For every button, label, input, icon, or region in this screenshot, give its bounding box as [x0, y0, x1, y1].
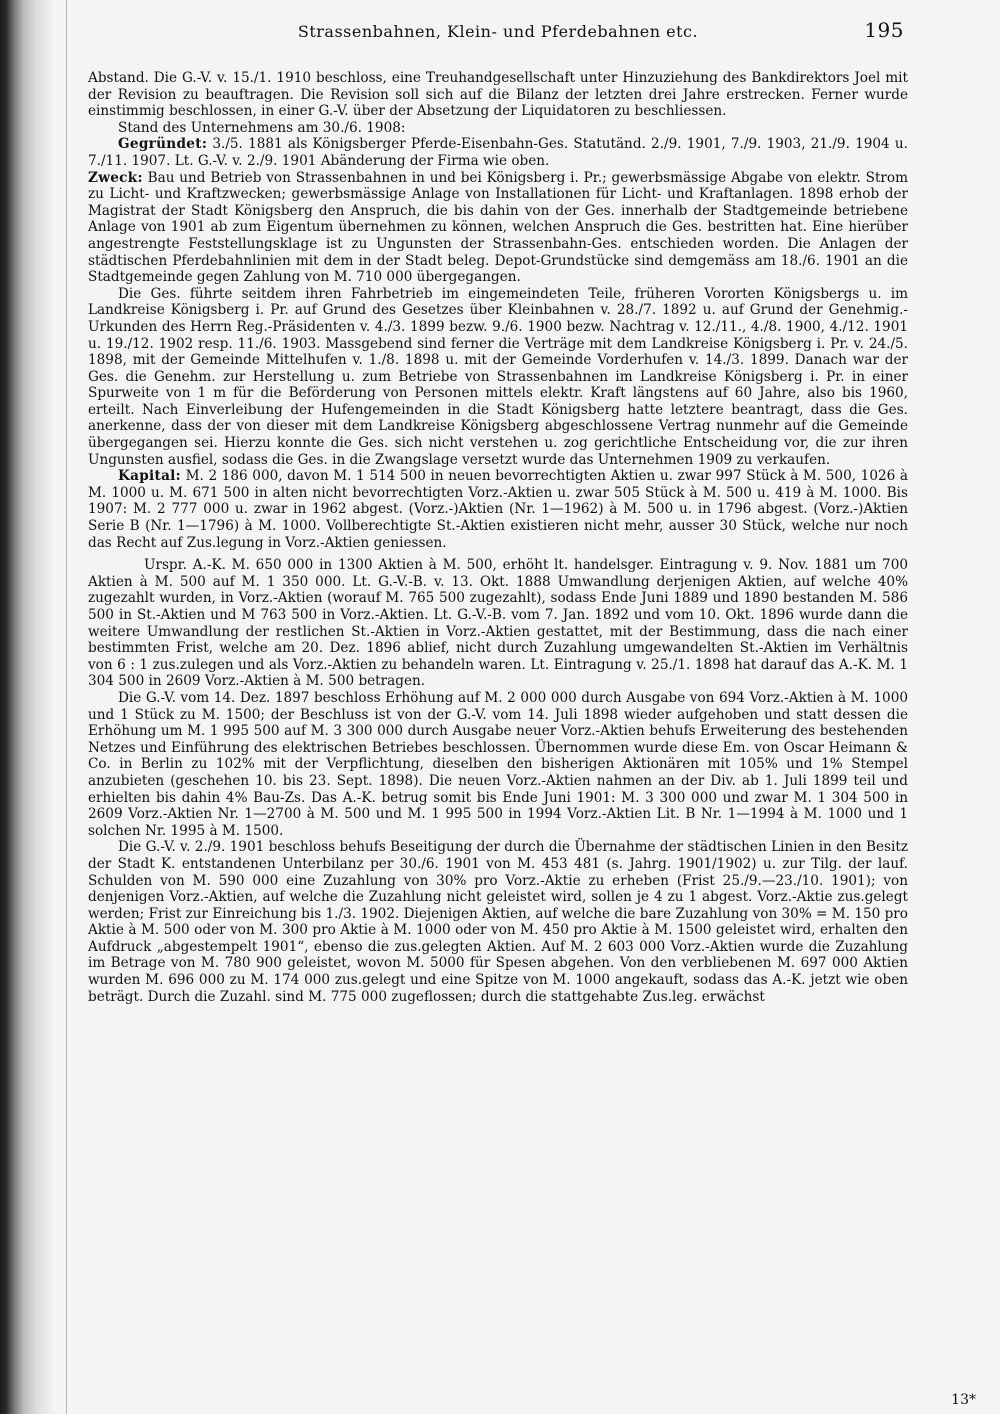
- page-number: 195: [864, 18, 904, 42]
- running-head: [88, 18, 908, 48]
- label-gegruendet: Gegründet:: [118, 136, 208, 153]
- running-title: Strassenbahnen, Klein- und Pferdebahnen etc.: [297, 22, 699, 41]
- paragraph-kapital: [88, 468, 908, 551]
- paragraph-abstand: Abstand. Die G.-V. v. 15./1. 1910 beschloss, eine Treuhandgesellschaft unter Hinzuziehung des Bankdirektors Joel mit der Revision zu beauftragen. Die Revision soll sich auf die Bilanz der letzten drei Jahre erstrecken. Ferner wurde einstimmig beschlossen, in einer G.-V. über der Absetzung der Liquidatoren zu beschliessen.: [88, 70, 908, 120]
- paragraph-gv-1901: Die G.-V. v. 2./9. 1901 beschloss behufs Beseitigung der durch die Übernahme der städtischen Linien in den Besitz der Stadt K. entstandenen Unterbilanz per 30./6. 1901 von M. 453 481 (s. Jahrg. 1901/1902) u. zur Tilg. der lauf. Schulden von M. 590 000 eine Zuzahlung von 30% pro Vorz.-Aktie zu erheben (Frist 25./9.—23./10. 1901); von denjenigen Vorz.-Aktien, auf welche die Zuzahlung nicht geleistet wird, sollen je 4 zu 1 abgest. Vorz.-Aktie zus.gelegt werden; Frist zur Einreichung bis 1./3. 1902. Diejenigen Aktien, auf welche die bare Zuzahlung von 30% = M. 150 pro Aktie à M. 500 oder von M. 300 pro Aktie à M. 1000 oder von M. 450 pro Aktie à M. 1500 geleistet wird, erhalten den Aufdruck „abgestempelt 1901“, ebenso die zus.gelegten Aktien. Auf M. 2 603 000 Vorz.-Aktien wurde die Zuzahlung im Betrage von M. 780 900 geleistet, wovon M. 5000 für Spesen abgehen. Von den verbliebenen M. 697 000 Aktien wurden M. 696 000 zu M. 174 000 zus.gelegt und eine Spitze von M. 1000 angekauft, sodass das A.-K. jetzt wie oben beträgt. Durch die Zuzahl. sind M. 775 000 zugeflossen; durch die stattgehabte Zus.leg. erwächst: [88, 839, 908, 1005]
- paragraph-gegruendet: [88, 136, 908, 169]
- paragraph-gv-1897: Die G.-V. vom 14. Dez. 1897 beschloss Erhöhung auf M. 2 000 000 durch Ausgabe von 694 Vorz.-Aktien à M. 1000 und 1 Stück zu M. 1500; der Beschluss ist von der G.-V. vom 14. Juli 1898 wieder aufgehoben und statt dessen die Erhöhung um M. 1 995 500 auf M. 3 300 000 durch Ausgabe neuer Vorz.-Aktien behufs Erweiterung des bestehenden Netzes und Einführung des elektrischen Betriebes beschlossen. Übernommen wurde diese Em. von Oscar Heimann & Co. in Berlin zu 102% mit der Verpflichtung, dieselben den bisherigen Aktionären mit 105% und 1% Stempel anzubieten (geschehen 10. bis 23. Sept. 1898). Die neuen Vorz.-Aktien nahmen an der Div. ab 1. Juli 1899 teil und erhielten bis dahin 4% Bau-Zs. Das A.-K. betrug somit bis Ende Juni 1901: M. 3 300 000 und zwar M. 1 304 500 in 2609 Vorz.-Aktien Nr. 1—2700 à M. 500 und M. 1 995 500 in 1994 Vorz.-Aktien Lit. B Nr. 1—1994 à M. 1000 und 1 solchen Nr. 1995 à M. 1500.: [88, 689, 908, 839]
- text-kapital: M. 2 186 000, davon M. 1 514 500 in neuen bevorrechtigten Aktien u. zwar 997 Stück à M. 500, 1026 à M. 1000 u. M. 671 500 in alten nicht bevorrechtigten Vorz.-Aktien u. zwar 505 Stück à M. 500 u. 419 à M. 1000. Bis 1907: M. 2 777 000 u. zwar in 1962 abgest. (Vorz.-)Aktien (Nr. 1—1962) à M. 500 u. in 1796 abgest. (Vorz.-)Aktien Serie B (Nr. 1—1796) à M. 1000. Vollberechtigte St.-Aktien existieren nicht mehr, ausser 30 Stück, welche nur noch das Recht auf Zus.legung in Vorz.-Aktien geniessen.: [88, 468, 908, 551]
- body-text: [88, 70, 908, 1005]
- paragraph-zweck: [88, 170, 908, 286]
- page-fold-line: [66, 0, 67, 1414]
- book-binding-shadow: [0, 0, 52, 1414]
- label-kapital: Kapital:: [118, 468, 181, 485]
- label-zweck: Zweck:: [88, 169, 143, 186]
- paragraph-stand: Stand des Unternehmens am 30./6. 1908:: [118, 119, 406, 136]
- text-zweck: Bau und Betrieb von Strassenbahnen in und bei Königsberg i. Pr.; gewerbsmässige Abgabe von elektr. Strom zu Licht- und Kraftzwecken; gewerbsmässige Anlage von Installationen für Licht- und Kraftanlagen. 1898 erhob der Magistrat der Stadt Königsberg den Anspruch, die bis dahin von der Ges. innerhalb der Stadtgemeinde betriebene Anlage von 1901 ab zum Eigentum übernehmen zu können, welchen Anspruch die Ges. bestritten hat. Eine hierüber angestrengte Feststellungsklage ist zu Ungunsten der Strassenbahn-Ges. entschieden worden. Die Anlagen der städtischen Pferdebahnlinien mit dem in der Stadt beleg. Depot-Grundstücke sind demgemäss am 18./6. 1901 an die Stadtgemeinde gegen Zahlung von M. 710 000 übergegangen.: [88, 169, 908, 286]
- paragraph-urspr: Urspr. A.-K. M. 650 000 in 1300 Aktien à M. 500, erhöht lt. handelsger. Eintragung v. 9. Nov. 1881 um 700 Aktien à M. 500 auf M. 1 350 000. Lt. G.-V.-B. v. 13. Okt. 1888 Umwandlung derjenigen Aktien, auf welche 40% zugezahlt wurden, in Vorz.-Aktien (worauf M. 765 500 zugezahlt), sodass Ende Juni 1889 und 1890 bestanden M. 586 500 in St.-Aktien und M 763 500 in Vorz.-Aktien. Lt. G.-V.-B. vom 7. Jan. 1892 und vom 10. Okt. 1896 wurde dann die weitere Umwandlung der restlichen St.-Aktien in Vorz.-Aktien gestattet, mit der Bestimmung, dass die nach einer bestimmten Frist, welche am 20. Dez. 1896 ablief, nicht durch Zuzahlung umgewandelten St.-Aktien im Verhältnis von 6 : 1 zus.zulegen und als Vorz.-Aktien zu behandeln waren. Lt. Eintragung v. 25./1. 1898 hat darauf das A.-K. M. 1 304 500 in 2609 Vorz.-Aktien à M. 500 betragen.: [88, 557, 908, 690]
- signature-mark: 13*: [951, 1392, 976, 1408]
- paragraph-betrieb: Die Ges. führte seitdem ihren Fahrbetrieb im eingemeindeten Teile, früheren Vororten Königsbergs u. im Landkreise Königsberg i. Pr. auf Grund des Gesetzes über Kleinbahnen v. 28./7. 1892 u. auf Grund der Genehmig.-Urkunden des Herrn Reg.-Präsidenten v. 4./3. 1899 bezw. 9./6. 1900 bezw. Nachtrag v. 12./11., 4./8. 1900, 4./12. 1901 u. 19./12. 1902 resp. 11./6. 1903. Massgebend sind ferner die Verträge mit dem Landkreise Königsberg i. Pr. v. 24./5. 1898, mit der Gemeinde Mittelhufen v. 1./8. 1898 u. mit der Gemeinde Vorderhufen v. 14./3. 1899. Danach war der Ges. die Genehm. zur Herstellung u. zum Betriebe von Strassenbahnen im Landkreise Königsberg i. Pr. in einer Spurweite von 1 m für die Beförderung von Personen mittels elektr. Kraft längstens auf 60 Jahre, also bis 1960, erteilt. Nach Einverleibung der Hufengemeinden in die Stadt Königsberg hatte letztere beantragt, dass die Ges. anerkenne, dass der von dieser mit dem Landkreise Königsberg abgeschlossene Vertrag nunmehr auf die Gemeinde übergegangen sei. Hierzu konnte die Ges. sich nicht verstehen u. zog gerichtliche Entscheidung vor, die zur ihren Ungunsten ausfiel, sodass die Ges. in die Zwangslage versetzt wurde das Unternehmen 1909 zu verkaufen.: [88, 285, 908, 468]
- scanned-page: [88, 18, 908, 1005]
- text-gegruendet: 3./5. 1881 als Königsberger Pferde-Eisenbahn-Ges. Statutänd. 2./9. 1901, 7./9. 1903, 21./9. 1904 u. 7./11. 1907. Lt. G.-V. v. 2./9. 1901 Abänderung der Firma wie oben.: [88, 136, 908, 169]
